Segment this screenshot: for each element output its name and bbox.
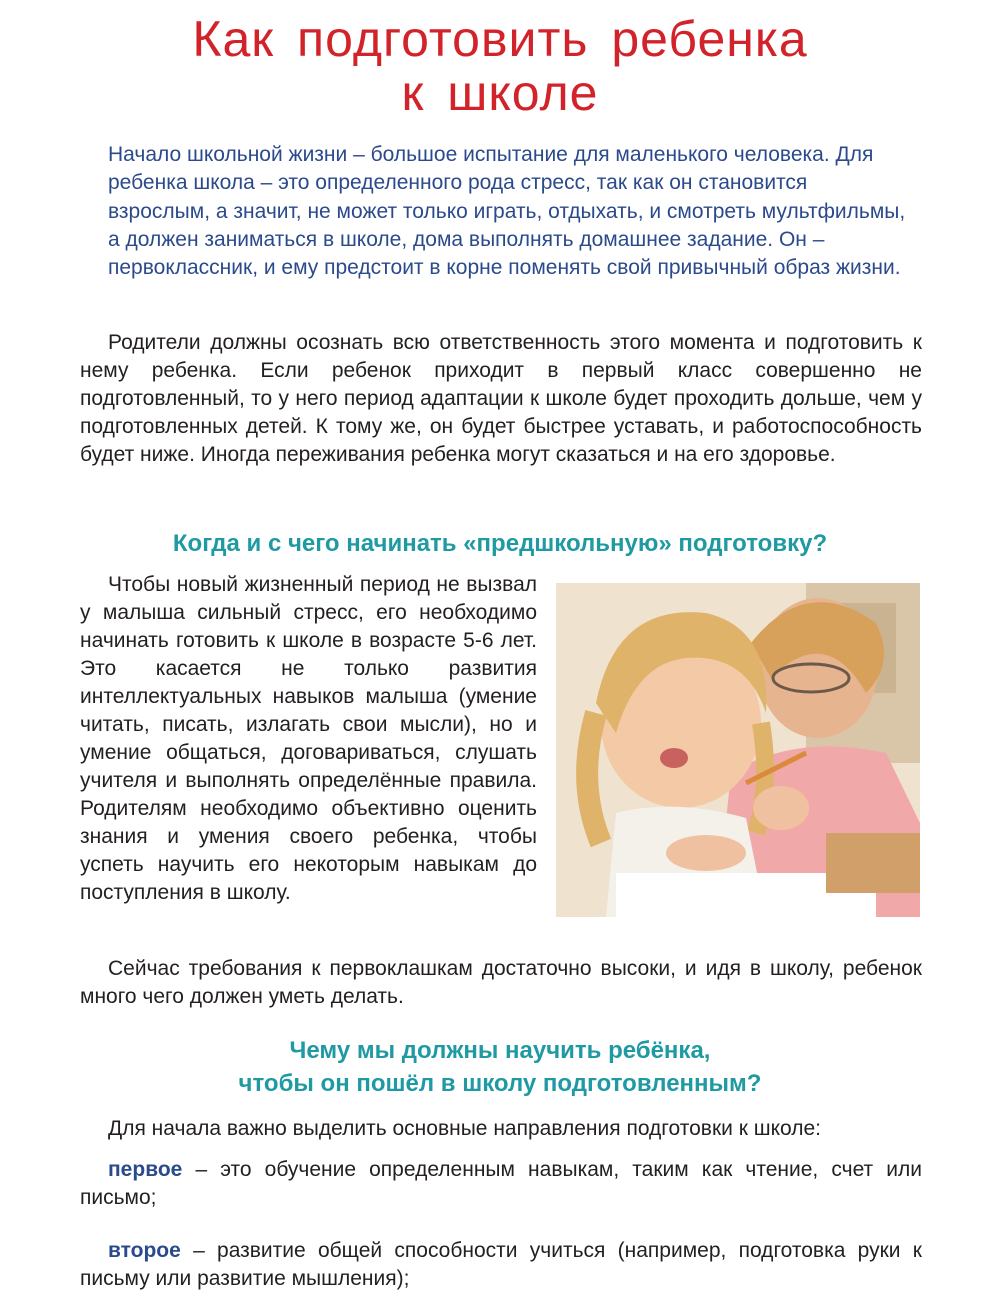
list-item-keyword: второе: [108, 1239, 181, 1262]
title-line-1: Как подготовить ребенка: [192, 11, 808, 67]
heading-when-to-start: Когда и с чего начинать «предшкольную» подготовку?: [172, 530, 828, 557]
paragraph-responsibility: Родители должны осознать всю ответственность этого момента и подготовить к нему ребенка. Если ребенок приходит в первый класс совершенно не подготовленный, то у него период адаптации к школе будет проходить дольше, чем у подготовленных детей. К тому же, он будет быстрее уставать, и работоспособность будет ниже. Иногда переживания ребенка могут сказаться и на его здоровье.: [80, 331, 922, 466]
list-item-keyword: первое: [108, 1158, 183, 1181]
paragraph-requirements: Сейчас требования к первоклашкам достаточно высоки, и идя в школу, ребенок много чего должен уметь делать.: [80, 957, 922, 1008]
heading-what-to-teach: [0, 1034, 1000, 1100]
paragraph-directions-intro: Для начала важно выделить основные направления подготовки к школе:: [108, 1117, 821, 1140]
heading-what-to-teach-line-1: Чему мы должны научить ребёнка,: [289, 1037, 711, 1064]
page-title: [0, 12, 1000, 120]
paragraph-age-preparation: Чтобы новый жизненный период не вызвал у малыша сильный стресс, его необходимо начинать готовить к школе в возрасте 5-6 лет. Это касается не только развития интеллектуальных навыков малыша (умение читать, писать, излагать свои мысли), но и умение общаться, договариваться, слушать учителя и выполнять определённые правила. Родителям необходимо объективно оценить знания и умения своего ребенка, чтобы успеть научить его некоторым навыкам до поступления в школу.: [80, 573, 537, 904]
heading-what-to-teach-line-2: чтобы он пошёл в школу подготовленным?: [238, 1070, 762, 1097]
title-line-2: к школе: [401, 65, 599, 121]
mother-and-daughter-photo: [556, 583, 920, 917]
list-item-text: – развитие общей способности учиться (например, подготовка руки к письму или развитие мышления);: [80, 1239, 922, 1290]
list-item: [80, 1156, 922, 1212]
list-item: [80, 1237, 922, 1293]
intro-paragraph: Начало школьной жизни – большое испытание для маленького человека. Для ребенка школа – это определенного рода стресс, так как он становится взрослым, а значит, не может только играть, отдыхать, и смотреть мультфильмы, а должен заниматься в школе, дома выполнять домашнее задание. Он – первоклассник, и ему предстоит в корне поменять свой привычный образ жизни.: [108, 143, 906, 280]
list-item-text: – это обучение определенным навыкам, таким как чтение, счет или письмо;: [80, 1158, 922, 1209]
